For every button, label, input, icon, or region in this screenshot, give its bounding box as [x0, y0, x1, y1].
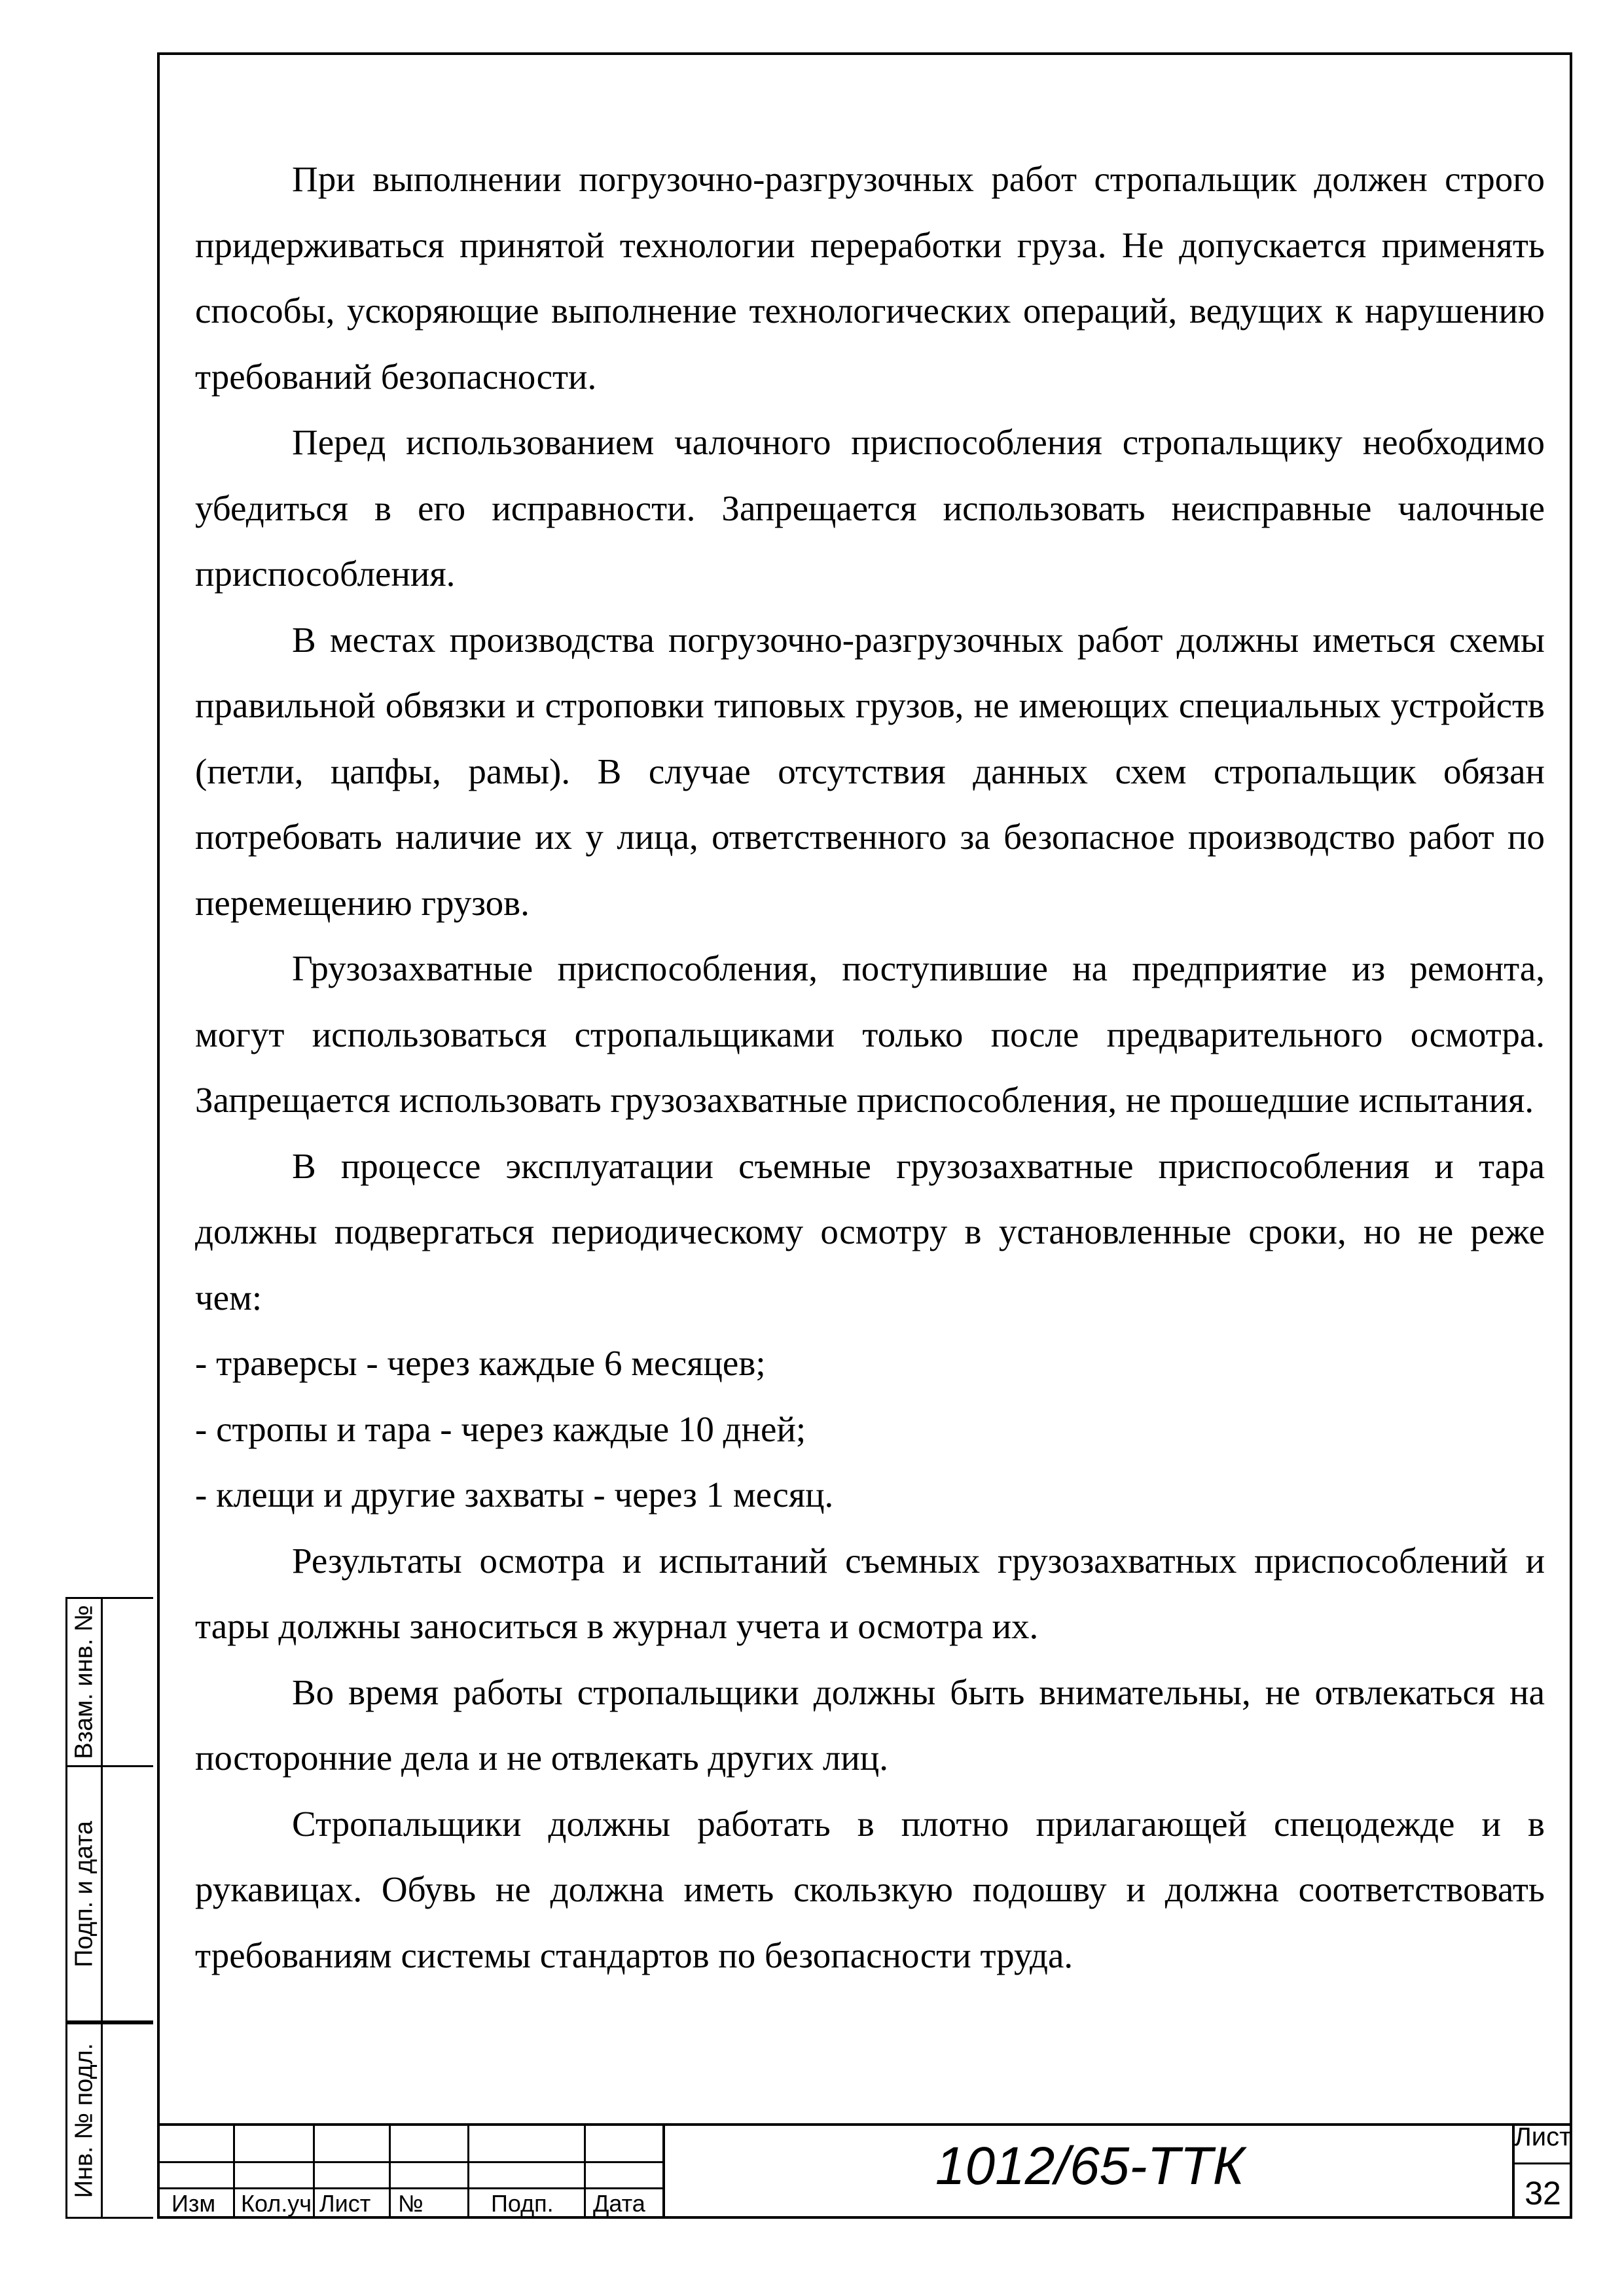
paragraph: Стропальщики должны работать в плотно прилагающей спецодежде и в рукавицах. Обувь не должна иметь скользкую подошву и должна соответствовать требованиям системы стандартов по безопасности труда.: [195, 1803, 1545, 1975]
document-body: [195, 147, 1545, 1988]
side-label-zam-inv: Взам. инв. №: [70, 1605, 98, 1759]
side-stamp-zam-inv: [65, 1597, 153, 1767]
list-item: - стропы и тара - через каждые 10 дней;: [195, 1408, 806, 1449]
paragraph: При выполнении погрузочно-разгрузочных работ стропальщик должен строго придерживаться принятой технологии переработки груза. Не допускается применять способы, ускоряющие выполнение технологических операций, ведущих к нарушению требований безопасности.: [195, 159, 1545, 397]
side-label-podp-data: Подп. и дата: [70, 1820, 98, 1967]
paragraph: Перед использованием чалочного приспособления стропальщику необходимо убедиться в его исправности. Запрещается использовать неисправные чалочные приспособления.: [195, 422, 1545, 594]
title-col-kol-uch: Кол.уч: [241, 2190, 312, 2217]
title-col-list: Лист: [319, 2190, 371, 2217]
paragraph: В процессе эксплуатации съемные грузозахватные приспособления и тара должны подвергаться периодическому осмотру в установленные сроки, но не реже чем:: [195, 1145, 1545, 1318]
paragraph: Во время работы стропальщики должны быть внимательны, не отвлекаться на посторонние дела и не отвлекать других лиц.: [195, 1672, 1545, 1778]
list-item: - клещи и другие захваты - через 1 месяц.: [195, 1475, 834, 1515]
title-col-data: Дата: [593, 2190, 645, 2217]
paragraph: В местах производства погрузочно-разгрузочных работ должны иметься схемы правильной обвязки и строповки типовых грузов, не имеющих специальных устройств (петли, цапфы, рамы). В случае отсутствия данных схем стропальщик обязан потребовать наличие их у лица, ответственного за безопасное производство работ по перемещению грузов.: [195, 619, 1545, 923]
sheet-label: Лист: [1514, 2123, 1572, 2151]
paragraph: Грузозахватные приспособления, поступившие на предприятие из ремонта, могут использоваться стропальщиками только после предварительного осмотра. Запрещается использовать грузозахватные приспособления, не прошедшие испытания.: [195, 948, 1545, 1120]
title-col-izm: Изм: [171, 2190, 216, 2217]
side-label-inv-podl: Инв. № подл.: [70, 2043, 98, 2198]
title-col-podp: Подп.: [491, 2190, 554, 2217]
side-stamp-podp-data: [65, 1767, 153, 2022]
side-stamp-inv-podl: [65, 2022, 153, 2219]
title-col-number: №: [398, 2190, 424, 2217]
paragraph: Результаты осмотра и испытаний съемных грузозахватных приспособлений и тары должны заноситься в журнал учета и осмотра их.: [195, 1540, 1545, 1646]
document-code: 1012/65-ТТК: [935, 2136, 1245, 2196]
list-item: - траверсы - через каждые 6 месяцев;: [195, 1343, 766, 1383]
sheet-number: 32: [1525, 2175, 1561, 2212]
